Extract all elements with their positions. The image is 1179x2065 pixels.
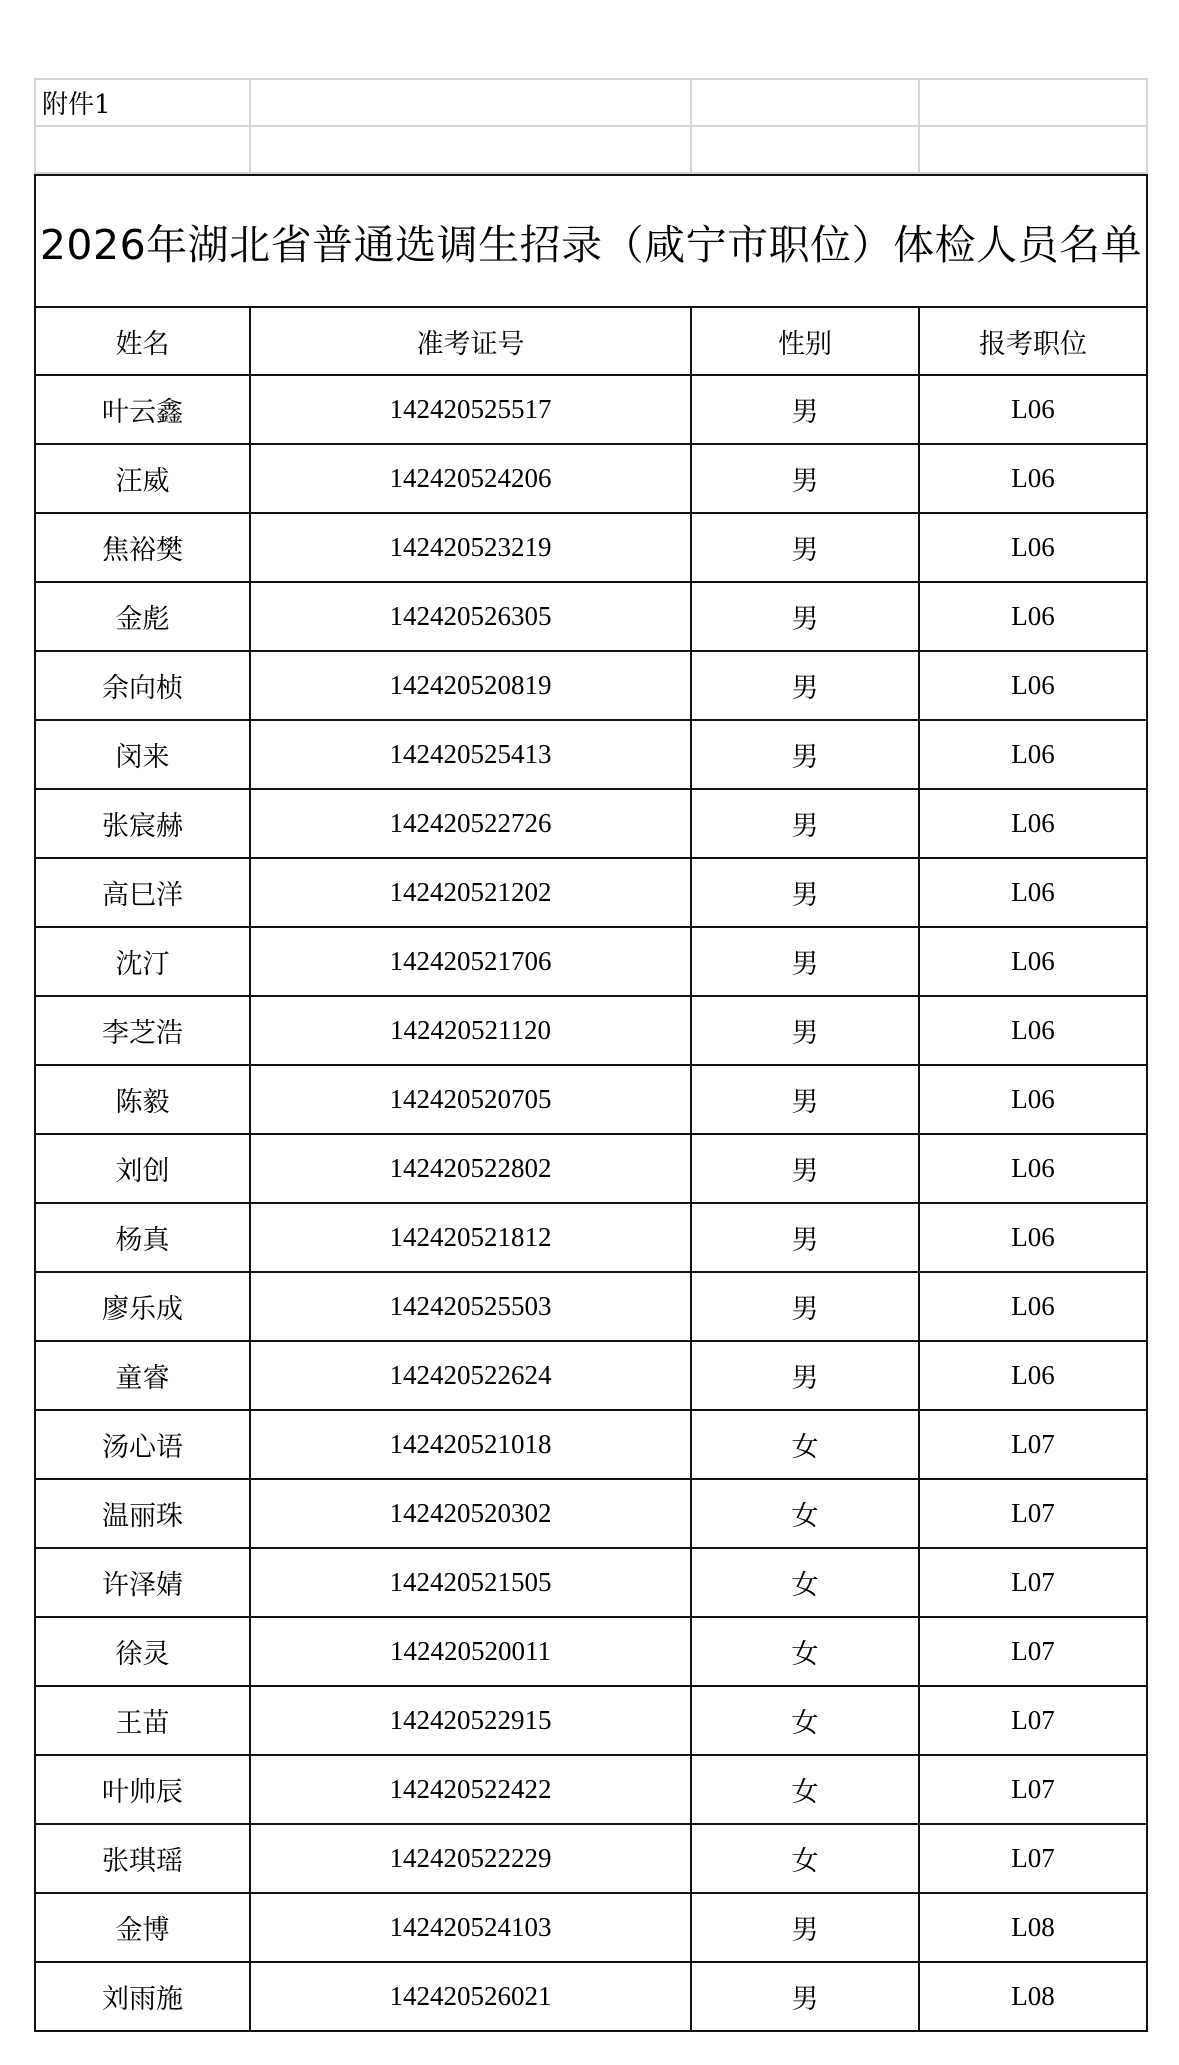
cell-name: 张宸赫 (35, 789, 250, 858)
cell-gender: 男 (691, 858, 919, 927)
empty-cell (919, 79, 1147, 126)
cell-gender: 女 (691, 1410, 919, 1479)
cell-name: 刘雨施 (35, 1962, 250, 2031)
cell-position: L07 (919, 1617, 1147, 1686)
cell-gender: 女 (691, 1755, 919, 1824)
cell-position: L07 (919, 1410, 1147, 1479)
cell-position: L06 (919, 927, 1147, 996)
cell-position: L06 (919, 858, 1147, 927)
empty-cell (919, 126, 1147, 173)
cell-exam-id: 142420521706 (250, 927, 691, 996)
cell-exam-id: 142420521812 (250, 1203, 691, 1272)
cell-position: L06 (919, 720, 1147, 789)
cell-position: L07 (919, 1755, 1147, 1824)
cell-position: L06 (919, 1134, 1147, 1203)
cell-position: L07 (919, 1824, 1147, 1893)
cell-exam-id: 142420521018 (250, 1410, 691, 1479)
cell-gender: 男 (691, 582, 919, 651)
cell-gender: 男 (691, 513, 919, 582)
cell-exam-id: 142420524206 (250, 444, 691, 513)
cell-gender: 男 (691, 375, 919, 444)
cell-exam-id: 142420520011 (250, 1617, 691, 1686)
cell-exam-id: 142420525503 (250, 1272, 691, 1341)
table-row (35, 1548, 1147, 1617)
cell-position: L06 (919, 1341, 1147, 1410)
cell-name: 沈汀 (35, 927, 250, 996)
cell-exam-id: 142420521120 (250, 996, 691, 1065)
cell-name: 许泽婧 (35, 1548, 250, 1617)
table-row (35, 720, 1147, 789)
cell-name: 余向桢 (35, 651, 250, 720)
cell-name: 高巳洋 (35, 858, 250, 927)
cell-exam-id: 142420525413 (250, 720, 691, 789)
cell-name: 张琪瑶 (35, 1824, 250, 1893)
roster-table (34, 174, 1148, 2032)
cell-name: 刘创 (35, 1134, 250, 1203)
cell-name: 金博 (35, 1893, 250, 1962)
table-row (35, 1065, 1147, 1134)
column-header-position: 报考职位 (919, 307, 1147, 375)
cell-gender: 女 (691, 1548, 919, 1617)
cell-position: L06 (919, 1203, 1147, 1272)
table-row (35, 1962, 1147, 2031)
cell-name: 焦裕樊 (35, 513, 250, 582)
cell-position: L06 (919, 996, 1147, 1065)
cell-exam-id: 142420522422 (250, 1755, 691, 1824)
empty-cell (250, 79, 691, 126)
cell-exam-id: 142420521202 (250, 858, 691, 927)
column-header-id: 准考证号 (250, 307, 691, 375)
column-header-row (35, 307, 1147, 375)
cell-exam-id: 142420522624 (250, 1341, 691, 1410)
cell-name: 陈毅 (35, 1065, 250, 1134)
table-row (35, 996, 1147, 1065)
table-row (35, 1203, 1147, 1272)
cell-position: L08 (919, 1893, 1147, 1962)
cell-exam-id: 142420522229 (250, 1824, 691, 1893)
cell-name: 金彪 (35, 582, 250, 651)
column-header-gender: 性别 (691, 307, 919, 375)
cell-gender: 女 (691, 1686, 919, 1755)
cell-exam-id: 142420522915 (250, 1686, 691, 1755)
cell-gender: 男 (691, 1203, 919, 1272)
cell-gender: 男 (691, 651, 919, 720)
cell-gender: 男 (691, 789, 919, 858)
empty-cell (35, 126, 250, 173)
attachment-label: 附件1 (35, 79, 250, 126)
cell-position: L07 (919, 1548, 1147, 1617)
cell-exam-id: 142420524103 (250, 1893, 691, 1962)
cell-gender: 男 (691, 720, 919, 789)
table-row (35, 582, 1147, 651)
cell-exam-id: 142420526021 (250, 1962, 691, 2031)
cell-position: L07 (919, 1686, 1147, 1755)
cell-gender: 男 (691, 1134, 919, 1203)
table-row (35, 858, 1147, 927)
cell-name: 杨真 (35, 1203, 250, 1272)
cell-gender: 男 (691, 1272, 919, 1341)
table-row (35, 1686, 1147, 1755)
attachment-header-table (34, 78, 1148, 174)
column-header-name: 姓名 (35, 307, 250, 375)
table-row (35, 1617, 1147, 1686)
table-row (35, 375, 1147, 444)
cell-position: L06 (919, 444, 1147, 513)
table-row (35, 1893, 1147, 1962)
cell-name: 王苗 (35, 1686, 250, 1755)
cell-gender: 男 (691, 444, 919, 513)
cell-exam-id: 142420520302 (250, 1479, 691, 1548)
cell-gender: 女 (691, 1617, 919, 1686)
cell-gender: 男 (691, 1962, 919, 2031)
cell-gender: 男 (691, 1065, 919, 1134)
table-row (35, 513, 1147, 582)
cell-gender: 男 (691, 927, 919, 996)
cell-gender: 男 (691, 1893, 919, 1962)
cell-name: 廖乐成 (35, 1272, 250, 1341)
cell-position: L06 (919, 1272, 1147, 1341)
table-row (35, 1272, 1147, 1341)
cell-exam-id: 142420520705 (250, 1065, 691, 1134)
table-row (35, 927, 1147, 996)
empty-cell (691, 79, 919, 126)
table-row (35, 1341, 1147, 1410)
table-row (35, 1824, 1147, 1893)
cell-position: L06 (919, 789, 1147, 858)
cell-name: 温丽珠 (35, 1479, 250, 1548)
cell-position: L07 (919, 1479, 1147, 1548)
cell-name: 闵来 (35, 720, 250, 789)
cell-name: 叶云鑫 (35, 375, 250, 444)
table-row (35, 1755, 1147, 1824)
table-row (35, 1410, 1147, 1479)
empty-cell (250, 126, 691, 173)
cell-gender: 女 (691, 1824, 919, 1893)
cell-position: L06 (919, 375, 1147, 444)
cell-name: 李芝浩 (35, 996, 250, 1065)
table-row (35, 444, 1147, 513)
empty-cell (691, 126, 919, 173)
table-row (35, 789, 1147, 858)
cell-name: 童睿 (35, 1341, 250, 1410)
cell-position: L06 (919, 513, 1147, 582)
cell-name: 汤心语 (35, 1410, 250, 1479)
cell-name: 徐灵 (35, 1617, 250, 1686)
cell-position: L08 (919, 1962, 1147, 2031)
cell-exam-id: 142420520819 (250, 651, 691, 720)
cell-exam-id: 142420522802 (250, 1134, 691, 1203)
cell-exam-id: 142420522726 (250, 789, 691, 858)
cell-exam-id: 142420526305 (250, 582, 691, 651)
cell-exam-id: 142420525517 (250, 375, 691, 444)
cell-name: 叶帅辰 (35, 1755, 250, 1824)
cell-gender: 女 (691, 1479, 919, 1548)
cell-exam-id: 142420521505 (250, 1548, 691, 1617)
cell-name: 汪威 (35, 444, 250, 513)
spreadsheet (34, 78, 1146, 2032)
cell-gender: 男 (691, 1341, 919, 1410)
document-title: 2026年湖北省普通选调生招录（咸宁市职位）体检人员名单 (35, 175, 1147, 307)
cell-position: L06 (919, 582, 1147, 651)
table-row (35, 1134, 1147, 1203)
cell-gender: 男 (691, 996, 919, 1065)
cell-position: L06 (919, 1065, 1147, 1134)
table-row (35, 651, 1147, 720)
cell-position: L06 (919, 651, 1147, 720)
table-row (35, 1479, 1147, 1548)
cell-exam-id: 142420523219 (250, 513, 691, 582)
